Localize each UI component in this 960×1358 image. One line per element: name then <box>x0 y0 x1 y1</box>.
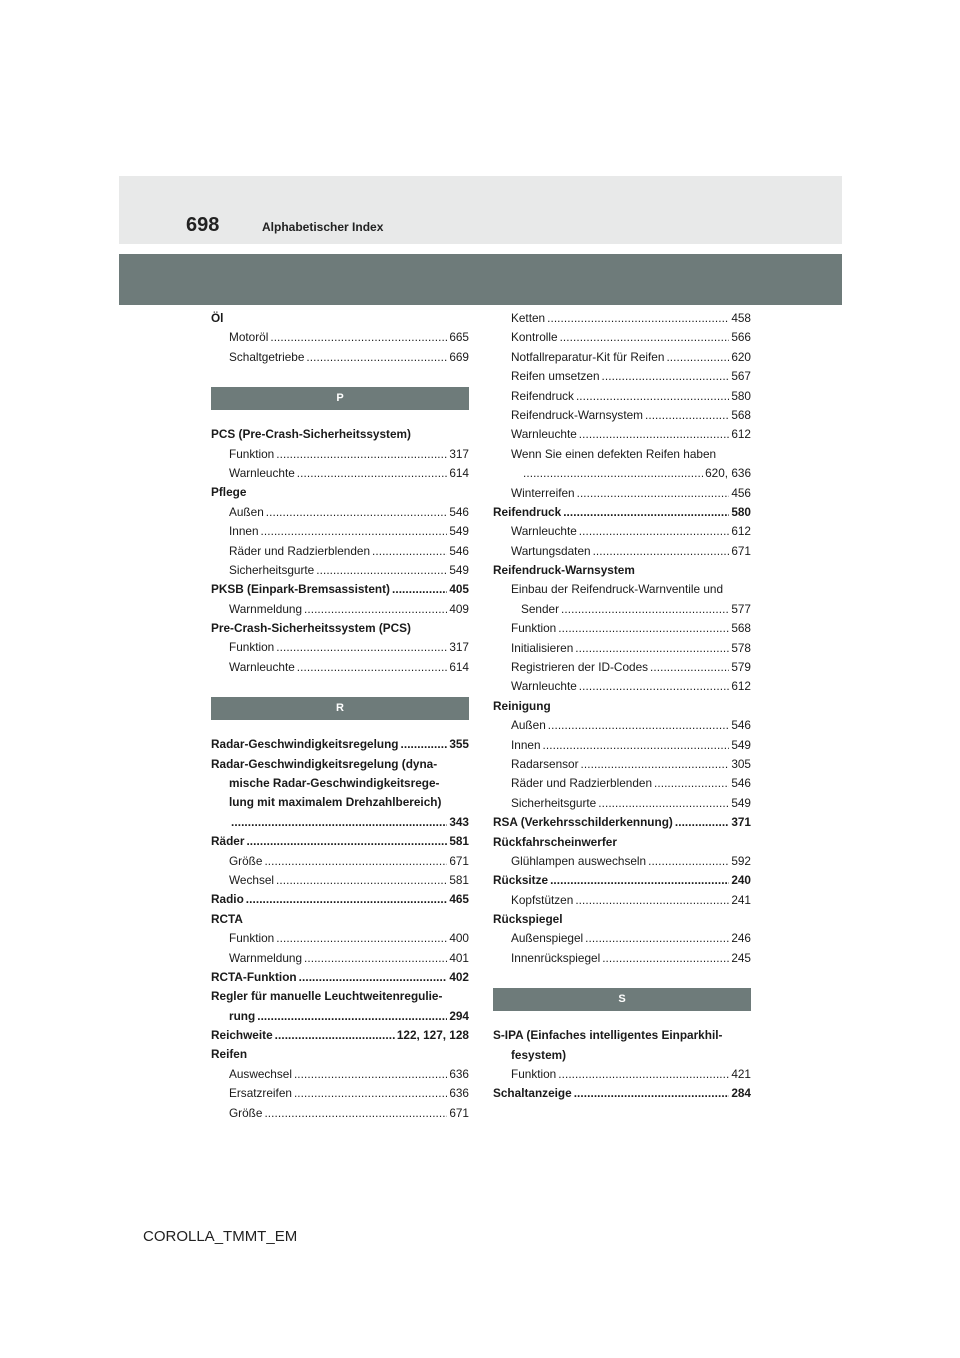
header-band <box>119 254 842 305</box>
letter-band-p: P <box>211 387 469 410</box>
index-subentry: Sicherheitsgurte . . . 549 <box>493 794 751 813</box>
index-entry: RCTA <box>211 911 243 926</box>
index-entry: RCTA-Funktion . . . 402 <box>211 968 469 987</box>
index-entry: PKSB (Einpark-Bremsassistent) . . . 405 <box>211 580 469 599</box>
index-subentry: Wechsel . . . 581 <box>211 871 469 890</box>
index-subentry: Kopfstützen . . . 241 <box>493 891 751 910</box>
index-entry: Rückfahrscheinwerfer <box>493 834 617 849</box>
index-entry: Radar-Geschwindigkeitsregelung . . . 355 <box>211 735 469 754</box>
index-subentry: Funktion . . . 568 <box>493 619 751 638</box>
index-subentry: Räder und Radzierblenden . . . 546 <box>493 774 751 793</box>
index-subentry: Winterreifen . . . 456 <box>493 484 751 503</box>
index-subentry-continued: Sender . . . 577 <box>493 600 751 619</box>
index-subentry: Warnleuchte . . . 612 <box>493 677 751 696</box>
index-subentry: Initialisieren . . . 578 <box>493 639 751 658</box>
index-subentry: Wartungsdaten . . . 671 <box>493 542 751 561</box>
page-number: 698 <box>186 214 220 236</box>
index-subentry: Außen . . . 546 <box>493 716 751 735</box>
index-subentry: Funktion . . . 400 <box>211 929 469 948</box>
index-entry: Rückspiegel <box>493 912 563 927</box>
index-entry: Reichweite . . . 122, 127, 128 <box>211 1026 469 1045</box>
index-subentry: Reifen umsetzen . . . 567 <box>493 367 751 386</box>
index-subentry: Reifendruck . . . 580 <box>493 387 751 406</box>
index-subentry: Größe . . . 671 <box>211 852 469 871</box>
index-subentry: Außenspiegel . . . 246 <box>493 930 751 949</box>
index-entry-continued: rung . . . 294 <box>211 1007 469 1026</box>
index-subentry: Warnmeldung . . . 409 <box>211 600 469 619</box>
index-entry: Pflege <box>211 485 247 500</box>
index-entry-continued: fesystem) <box>511 1047 567 1062</box>
index-subentry: Notfallreparatur-Kit für Reifen . . . 620 <box>493 348 751 367</box>
letter-band-s: S <box>493 988 751 1011</box>
index-subentry: Funktion . . . 317 <box>211 638 469 657</box>
index-entry: Räder . . . 581 <box>211 832 469 851</box>
index-entry: Reifen <box>211 1047 248 1062</box>
index-subentry: Innen . . . 549 <box>211 522 469 541</box>
index-entry: PCS (Pre-Crash-Sicherheitssystem) <box>211 427 411 442</box>
index-subentry: Reifendruck-Warnsystem . . . 568 <box>493 406 751 425</box>
index-entry: Regler für manuelle Leuchtweitenregulie- <box>211 989 443 1004</box>
index-column-right <box>493 309 751 1104</box>
index-subentry: Auswechsel . . . 636 <box>211 1065 469 1084</box>
index-entry: S-IPA (Einfaches intelligentes Einparkhil- <box>493 1028 723 1043</box>
index-entry: Rücksitze . . . 240 <box>493 871 751 890</box>
index-subentry: Warnleuchte . . . 612 <box>493 425 751 444</box>
index-subentry: Schaltgetriebe . . . 669 <box>211 348 469 367</box>
index-subentry: Glühlampen auswechseln . . . 592 <box>493 852 751 871</box>
header-bar <box>119 176 842 244</box>
index-entry: Schaltanzeige . . . 284 <box>493 1084 751 1103</box>
index-subentry: Sicherheitsgurte . . . 549 <box>211 561 469 580</box>
index-column-left <box>211 309 469 1123</box>
index-entry: RSA (Verkehrsschilderkennung) . . . 371 <box>493 813 751 832</box>
index-entry: Reifendruck-Warnsystem <box>493 563 635 578</box>
index-entry: Öl <box>211 310 224 325</box>
index-entry: Pre-Crash-Sicherheitssystem (PCS) <box>211 621 411 636</box>
index-subentry: Räder und Radzierblenden . . . 546 <box>211 542 469 561</box>
index-entry: Radar-Geschwindigkeitsregelung (dyna- <box>211 756 438 771</box>
index-subentry-continued: . . . 620, 636 <box>493 464 751 483</box>
section-title: Alphabetischer Index <box>262 220 384 234</box>
index-subentry: Warnleuchte . . . 614 <box>211 658 469 677</box>
letter-band-r: R <box>211 697 469 720</box>
index-subentry: Innenrückspiegel . . . 245 <box>493 949 751 968</box>
index-subentry: Größe . . . 671 <box>211 1104 469 1123</box>
index-subentry: Radarsensor . . . 305 <box>493 755 751 774</box>
index-subentry: Innen . . . 549 <box>493 736 751 755</box>
index-subentry: Ketten . . . 458 <box>493 309 751 328</box>
index-entry: Reifendruck . . . 580 <box>493 503 751 522</box>
index-subentry: Kontrolle . . . 566 <box>493 328 751 347</box>
index-subentry: Warnmeldung . . . 401 <box>211 949 469 968</box>
index-subentry: Außen . . . 546 <box>211 503 469 522</box>
index-entry-continued: mische Radar-Geschwindigkeitsrege- <box>229 776 440 791</box>
index-subentry: Einbau der Reifendruck-Warnventile und <box>511 582 724 597</box>
index-entry-continued: lung mit maximalem Drehzahlbereich) <box>229 795 442 810</box>
footer-doc-code: COROLLA_TMMT_EM <box>143 1228 298 1245</box>
index-entry-continued: . . . 343 <box>211 813 469 832</box>
index-subentry: Warnleuchte . . . 614 <box>211 464 469 483</box>
index-entry: Radio . . . 465 <box>211 890 469 909</box>
index-subentry: Funktion . . . 421 <box>493 1065 751 1084</box>
index-subentry: Ersatzreifen . . . 636 <box>211 1084 469 1103</box>
index-subentry: Funktion . . . 317 <box>211 445 469 464</box>
index-entry: Reinigung <box>493 698 551 713</box>
index-subentry: Wenn Sie einen defekten Reifen haben <box>511 446 717 461</box>
index-subentry: Registrieren der ID-Codes . . . 579 <box>493 658 751 677</box>
index-subentry: Motoröl . . . 665 <box>211 328 469 347</box>
index-subentry: Warnleuchte . . . 612 <box>493 522 751 541</box>
